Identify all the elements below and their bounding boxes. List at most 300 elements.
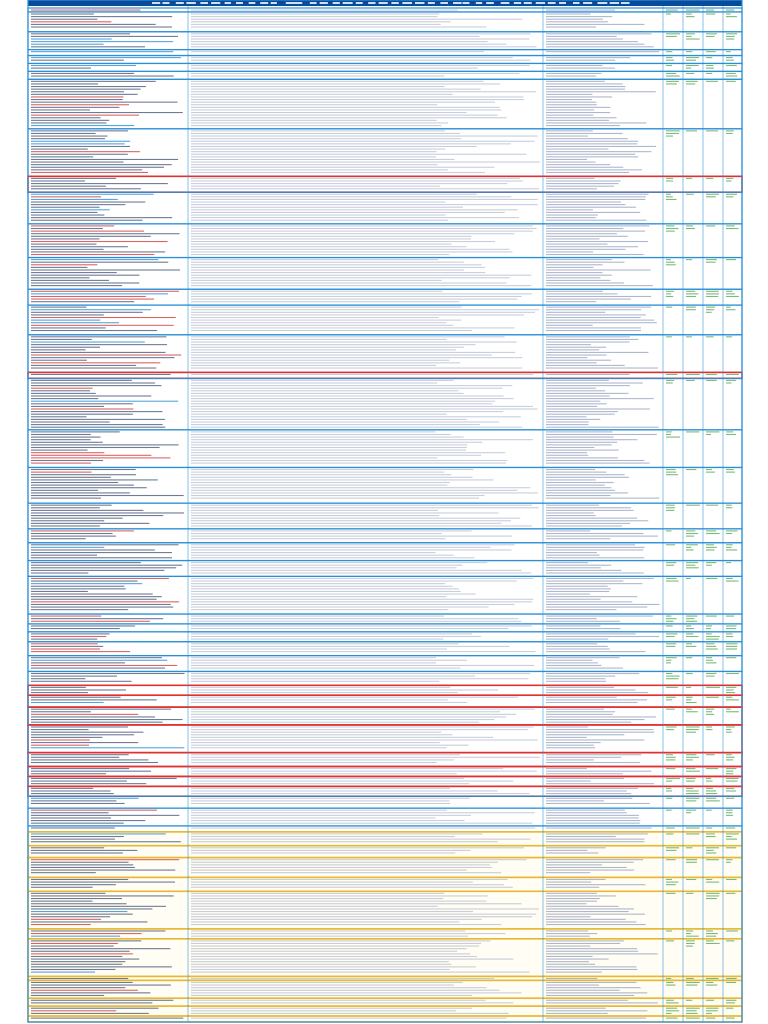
col-notes-text-line xyxy=(546,146,656,147)
col-flag-c-text-line xyxy=(706,544,714,545)
col-description-text-line xyxy=(191,403,492,404)
col-notes-text-line xyxy=(546,722,631,723)
col-flag-d-text-line xyxy=(726,60,734,61)
col-topic-text-line xyxy=(31,726,128,727)
col-topic-text-line xyxy=(31,94,138,95)
col-topic-text-line xyxy=(31,349,86,350)
col-flag-c-text-line xyxy=(706,709,714,710)
col-flag-c-text-line xyxy=(706,36,714,37)
col-flag-d-text-line xyxy=(726,773,733,774)
col-description-text-line xyxy=(191,382,437,383)
col-description-text-line xyxy=(191,68,478,69)
col-flag-d-text-line xyxy=(726,307,731,308)
col-topic-text-line xyxy=(31,339,92,340)
col-flag-c-text-line xyxy=(706,676,715,677)
col-flag-b-text-line xyxy=(686,336,692,337)
col-flag-b-text-line xyxy=(686,636,698,637)
col-flag-b-text-line xyxy=(686,936,699,937)
col-topic-text-line xyxy=(31,702,104,703)
col-notes-text-line xyxy=(546,827,652,828)
col-flag-b-text-line xyxy=(686,790,699,791)
col-notes-text-line xyxy=(546,919,626,920)
col-notes-text-line xyxy=(546,57,630,58)
col-flag-c-text-line xyxy=(706,547,717,548)
col-description-text-line xyxy=(191,901,486,902)
col-flag-d-text-line xyxy=(726,790,736,791)
col-description-text-line xyxy=(191,879,507,880)
col-description-text-line xyxy=(191,697,518,698)
col-description-text-line xyxy=(191,1010,456,1011)
col-notes-text-line xyxy=(546,285,653,286)
col-notes-text-line xyxy=(546,921,636,922)
col-notes-text-line xyxy=(546,964,595,965)
col-topic-text-line xyxy=(31,1000,173,1001)
col-flag-b-text-line xyxy=(686,68,691,69)
col-description-text-line xyxy=(191,24,441,25)
col-topic-text-line xyxy=(31,162,124,163)
col-notes-text-line xyxy=(546,91,656,92)
col-flag-c-text-line xyxy=(706,660,713,661)
col-topic-text-line xyxy=(31,149,88,150)
col-topic-text-line xyxy=(31,159,178,160)
col-topic-text-line xyxy=(31,267,87,268)
col-topic-text-line xyxy=(31,138,105,139)
col-notes-text-line xyxy=(546,102,597,103)
col-topic-text-line xyxy=(31,60,124,61)
col-notes-text-line xyxy=(546,711,615,712)
col-notes-text-line xyxy=(546,618,597,619)
col-notes-text-line xyxy=(546,398,654,399)
col-notes-text-line xyxy=(546,662,598,663)
col-description-text-line xyxy=(191,510,438,511)
col-flag-b-text-line xyxy=(686,657,692,658)
col-flag-c-text-line xyxy=(706,51,716,52)
col-flag-c-text-line xyxy=(706,754,715,755)
row-background xyxy=(28,939,742,977)
col-description-text-line xyxy=(191,136,538,137)
col-notes-text-line xyxy=(546,167,623,168)
col-flag-d-text-line xyxy=(726,10,734,11)
col-topic-text-line xyxy=(31,732,143,733)
col-flag-d-text-line xyxy=(726,729,731,730)
col-flag-d-text-line xyxy=(726,562,731,563)
col-description-text-line xyxy=(191,112,467,113)
col-flag-c-text-line xyxy=(706,10,714,11)
col-notes-text-line xyxy=(546,133,623,134)
col-notes-text-line xyxy=(546,33,652,34)
col-notes-text-line xyxy=(546,544,635,545)
col-flag-d-text-line xyxy=(726,51,731,52)
col-flag-d-text-line xyxy=(726,757,735,758)
col-notes-text-line xyxy=(546,538,610,539)
col-topic-text-line xyxy=(31,681,132,682)
col-flag-c-text-line xyxy=(706,778,711,779)
col-flag-c-text-line xyxy=(706,982,713,983)
col-description-text-line xyxy=(191,469,473,470)
col-notes-text-line xyxy=(546,651,645,652)
col-topic-text-line xyxy=(31,921,147,922)
col-description-text-line xyxy=(191,604,514,605)
col-topic-text-line xyxy=(31,172,148,173)
col-description-text-line xyxy=(191,277,510,278)
col-flag-a-text-line xyxy=(666,699,672,700)
col-notes-text-line xyxy=(546,236,628,237)
col-description-text-line xyxy=(191,609,448,610)
col-notes-text-line xyxy=(546,44,644,45)
col-description-text-line xyxy=(191,953,470,954)
col-notes-text-line xyxy=(546,985,599,986)
col-notes-text-line xyxy=(546,990,620,991)
col-notes-text-line xyxy=(546,510,633,511)
col-topic-text-line xyxy=(31,648,100,649)
col-description-text-line xyxy=(191,536,512,537)
col-flag-b-text-line xyxy=(686,933,691,934)
col-topic-text-line xyxy=(31,621,150,622)
header-text-line xyxy=(152,2,160,4)
col-flag-d-text-line xyxy=(726,73,736,74)
col-notes-text-line xyxy=(546,757,621,758)
col-notes-text-line xyxy=(546,125,620,126)
col-topic-text-line xyxy=(31,472,92,473)
col-description-text-line xyxy=(191,906,438,907)
col-flag-c-text-line xyxy=(706,673,716,674)
col-flag-d-text-line xyxy=(726,768,736,769)
col-notes-text-line xyxy=(546,492,628,493)
col-flag-b-text-line xyxy=(686,930,693,931)
col-description-text-line xyxy=(191,401,495,402)
col-description-text-line xyxy=(191,424,480,425)
col-description-text-line xyxy=(191,817,436,818)
col-description-text-line xyxy=(191,186,440,187)
col-description-text-line xyxy=(191,836,455,837)
col-flag-b-text-line xyxy=(686,65,699,66)
col-topic-text-line xyxy=(31,601,179,602)
col-description-text-line xyxy=(191,320,461,321)
col-flag-c-text-line xyxy=(706,879,712,880)
col-flag-a-text-line xyxy=(666,33,680,34)
header-text-line xyxy=(368,2,375,4)
col-flag-b-text-line xyxy=(686,711,698,712)
col-flag-c-text-line xyxy=(706,259,717,260)
col-topic-text-line xyxy=(31,570,164,571)
col-flag-a-text-line xyxy=(666,1013,671,1014)
col-notes-text-line xyxy=(546,815,639,816)
col-description-text-line xyxy=(191,596,446,597)
col-notes-text-line xyxy=(546,606,647,607)
col-description-text-line xyxy=(191,716,506,717)
col-notes-text-line xyxy=(546,781,591,782)
col-topic-text-line xyxy=(31,299,154,300)
col-topic-text-line xyxy=(31,812,109,813)
col-flag-d-text-line xyxy=(726,1008,733,1009)
col-topic-text-line xyxy=(31,65,136,66)
col-topic-text-line xyxy=(31,143,125,144)
col-topic-text-line xyxy=(31,852,123,853)
col-topic-text-line xyxy=(31,588,126,589)
col-flag-b-text-line xyxy=(686,625,691,626)
col-topic-text-line xyxy=(31,437,101,438)
col-topic-text-line xyxy=(31,919,101,920)
col-topic-text-line xyxy=(31,716,155,717)
header-text-line xyxy=(211,2,220,4)
col-topic-text-line xyxy=(31,773,106,774)
col-topic-text-line xyxy=(31,747,184,748)
col-description-text-line xyxy=(191,714,516,715)
col-description-text-line xyxy=(191,19,522,20)
col-flag-a-text-line xyxy=(666,293,671,294)
col-topic-text-line xyxy=(31,275,139,276)
col-flag-b-text-line xyxy=(686,505,700,506)
col-description-text-line xyxy=(191,217,519,218)
col-topic-text-line xyxy=(31,156,93,157)
col-notes-text-line xyxy=(546,773,623,774)
col-notes-text-line xyxy=(546,628,620,629)
col-flag-b-text-line xyxy=(686,1000,692,1001)
col-topic-text-line xyxy=(31,33,130,34)
col-description-text-line xyxy=(191,702,467,703)
col-topic-text-line xyxy=(31,68,91,69)
col-flag-d-text-line xyxy=(726,847,736,848)
col-description-text-line xyxy=(191,249,509,250)
col-topic-text-line xyxy=(31,434,91,435)
col-flag-d-text-line xyxy=(726,75,737,76)
col-notes-text-line xyxy=(546,477,629,478)
col-topic-text-line xyxy=(31,26,172,27)
col-topic-text-line xyxy=(31,341,145,342)
col-flag-a-text-line xyxy=(666,678,679,679)
col-topic-text-line xyxy=(31,194,154,195)
col-description-text-line xyxy=(191,884,504,885)
col-notes-text-line xyxy=(546,10,615,11)
col-notes-text-line xyxy=(546,317,641,318)
col-flag-d-text-line xyxy=(726,625,737,626)
col-topic-text-line xyxy=(31,81,156,82)
col-topic-text-line xyxy=(31,362,160,363)
col-notes-text-line xyxy=(546,903,586,904)
col-description-text-line xyxy=(191,421,499,422)
col-description-text-line xyxy=(191,951,457,952)
col-description-text-line xyxy=(191,314,524,315)
col-flag-d-text-line xyxy=(726,38,734,39)
col-description-text-line xyxy=(191,374,533,375)
col-flag-b-text-line xyxy=(686,768,696,769)
col-description-text-line xyxy=(191,395,504,396)
col-flag-a-text-line xyxy=(666,225,675,226)
col-notes-text-line xyxy=(546,961,589,962)
header-text-line xyxy=(501,2,510,4)
col-notes-text-line xyxy=(546,992,647,993)
col-description-text-line xyxy=(191,643,459,644)
col-notes-text-line xyxy=(546,572,644,573)
col-topic-text-line xyxy=(31,272,117,273)
col-flag-a-text-line xyxy=(666,380,674,381)
col-description-text-line xyxy=(191,149,445,150)
col-notes-text-line xyxy=(546,262,625,263)
col-description-text-line xyxy=(191,681,439,682)
col-topic-text-line xyxy=(31,972,95,973)
col-notes-text-line xyxy=(546,908,634,909)
col-notes-text-line xyxy=(546,716,656,717)
col-notes-text-line xyxy=(546,803,650,804)
col-flag-a-text-line xyxy=(666,130,680,131)
col-flag-c-text-line xyxy=(706,533,720,534)
col-topic-text-line xyxy=(31,367,156,368)
col-description-text-line xyxy=(191,188,539,189)
col-notes-text-line xyxy=(546,699,647,700)
col-flag-a-text-line xyxy=(666,726,677,727)
col-topic-text-line xyxy=(31,536,116,537)
col-flag-c-text-line xyxy=(706,628,711,629)
col-flag-c-text-line xyxy=(706,65,713,66)
col-notes-text-line xyxy=(546,65,602,66)
col-flag-b-text-line xyxy=(686,643,692,644)
col-flag-d-text-line xyxy=(726,836,732,837)
col-notes-text-line xyxy=(546,850,587,851)
col-topic-text-line xyxy=(31,122,106,123)
col-flag-c-text-line xyxy=(706,431,719,432)
col-notes-text-line xyxy=(546,138,628,139)
col-notes-text-line xyxy=(546,122,646,123)
col-notes-text-line xyxy=(546,479,596,480)
col-flag-a-text-line xyxy=(666,781,672,782)
col-notes-text-line xyxy=(546,783,654,784)
col-notes-text-line xyxy=(546,709,604,710)
col-notes-text-line xyxy=(546,26,596,27)
col-description-text-line xyxy=(191,625,532,626)
col-notes-text-line xyxy=(546,272,602,273)
col-description-text-line xyxy=(191,117,507,118)
col-topic-text-line xyxy=(31,309,151,310)
col-notes-text-line xyxy=(546,911,629,912)
col-description-text-line xyxy=(191,699,448,700)
col-notes-text-line xyxy=(546,344,591,345)
col-notes-text-line xyxy=(546,536,658,537)
col-flag-a-text-line xyxy=(666,73,676,74)
col-description-text-line xyxy=(191,525,532,526)
col-topic-text-line xyxy=(31,901,92,902)
col-topic-text-line xyxy=(31,820,145,821)
col-description-text-line xyxy=(191,956,477,957)
col-flag-d-text-line xyxy=(726,636,733,637)
col-description-text-line xyxy=(191,591,461,592)
col-notes-text-line xyxy=(546,518,637,519)
col-notes-text-line xyxy=(546,643,597,644)
col-flag-a-text-line xyxy=(666,1010,679,1011)
col-flag-c-text-line xyxy=(706,625,712,626)
col-flag-b-text-line xyxy=(686,618,694,619)
col-flag-d-text-line xyxy=(726,711,739,712)
col-description-text-line xyxy=(191,515,439,516)
col-topic-text-line xyxy=(31,778,177,779)
col-topic-text-line xyxy=(31,790,111,791)
col-notes-text-line xyxy=(546,906,618,907)
col-flag-d-text-line xyxy=(726,687,736,688)
col-topic-text-line xyxy=(31,739,90,740)
col-flag-a-text-line xyxy=(666,643,676,644)
col-flag-d-text-line xyxy=(726,978,737,979)
col-flag-a-text-line xyxy=(666,827,675,828)
col-notes-text-line xyxy=(546,94,593,95)
col-flag-c-text-line xyxy=(706,726,712,727)
col-flag-d-text-line xyxy=(726,33,737,34)
col-topic-text-line xyxy=(31,549,155,550)
col-flag-c-text-line xyxy=(706,81,718,82)
col-flag-c-text-line xyxy=(706,648,718,649)
col-description-text-line xyxy=(191,228,537,229)
col-notes-text-line xyxy=(546,747,595,748)
col-topic-text-line xyxy=(31,668,165,669)
col-topic-text-line xyxy=(31,798,139,799)
col-notes-text-line xyxy=(546,352,648,353)
col-topic-text-line xyxy=(31,714,138,715)
col-topic-text-line xyxy=(31,204,125,205)
col-notes-text-line xyxy=(546,38,623,39)
col-description-text-line xyxy=(191,159,454,160)
col-description-text-line xyxy=(191,864,490,865)
col-flag-c-text-line xyxy=(706,293,719,294)
col-notes-text-line xyxy=(546,474,625,475)
col-description-text-line xyxy=(191,966,476,967)
col-notes-text-line xyxy=(546,969,637,970)
col-topic-text-line xyxy=(31,591,88,592)
col-notes-text-line xyxy=(546,936,590,937)
col-flag-a-text-line xyxy=(666,194,671,195)
col-flag-a-text-line xyxy=(666,646,675,647)
col-notes-text-line xyxy=(546,778,624,779)
col-flag-b-text-line xyxy=(686,982,700,983)
col-topic-text-line xyxy=(31,510,143,511)
col-notes-text-line xyxy=(546,299,631,300)
col-notes-text-line xyxy=(546,687,614,688)
col-notes-text-line xyxy=(546,505,599,506)
col-description-text-line xyxy=(191,964,451,965)
col-flag-b-text-line xyxy=(686,1018,700,1019)
col-flag-b-text-line xyxy=(686,1013,698,1014)
col-flag-a-text-line xyxy=(666,687,678,688)
col-notes-text-line xyxy=(546,130,593,131)
col-topic-text-line xyxy=(31,24,156,25)
col-topic-text-line xyxy=(31,987,125,988)
col-notes-text-line xyxy=(546,164,610,165)
col-description-text-line xyxy=(191,606,489,607)
col-topic-text-line xyxy=(31,322,119,323)
col-topic-text-line xyxy=(31,421,110,422)
col-topic-text-line xyxy=(31,112,183,113)
col-topic-text-line xyxy=(31,344,167,345)
col-flag-a-text-line xyxy=(666,662,671,663)
col-flag-d-text-line xyxy=(726,228,739,229)
col-topic-text-line xyxy=(31,737,102,738)
col-flag-b-text-line xyxy=(686,130,697,131)
col-topic-text-line xyxy=(31,914,133,915)
col-description-text-line xyxy=(191,33,530,34)
col-flag-d-text-line xyxy=(726,754,732,755)
col-notes-text-line xyxy=(546,201,621,202)
col-topic-text-line xyxy=(31,291,179,292)
col-notes-text-line xyxy=(546,188,597,189)
col-description-text-line xyxy=(191,882,473,883)
col-topic-text-line xyxy=(31,188,141,189)
col-notes-text-line xyxy=(546,525,622,526)
col-description-text-line xyxy=(191,520,511,521)
col-description-text-line xyxy=(191,282,506,283)
col-description-text-line xyxy=(191,267,485,268)
col-notes-text-line xyxy=(546,933,597,934)
col-topic-text-line xyxy=(31,793,114,794)
col-topic-text-line xyxy=(31,104,129,105)
col-notes-text-line xyxy=(546,692,648,693)
col-flag-b-text-line xyxy=(686,38,700,39)
